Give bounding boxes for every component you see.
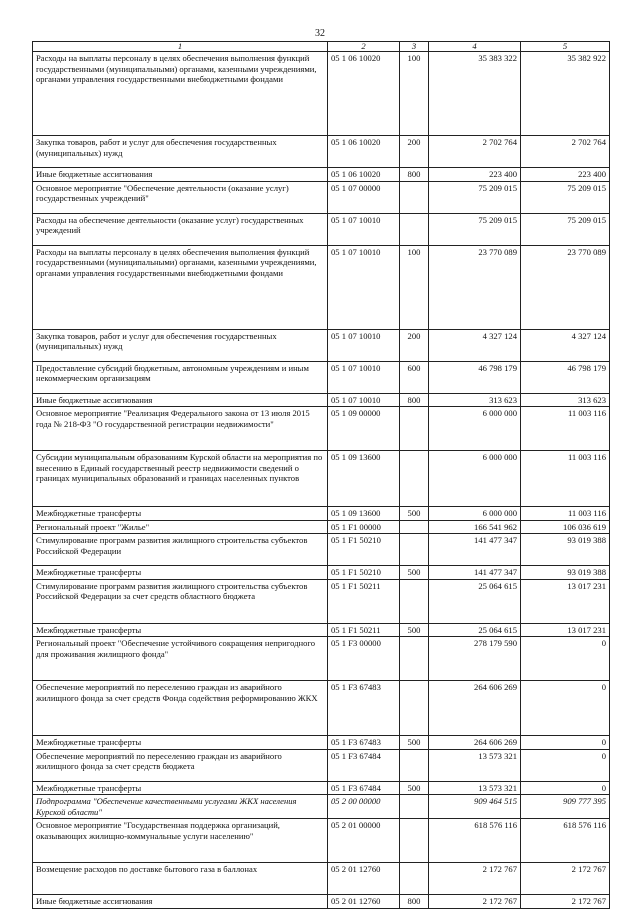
row-value-1: 313 623 [429, 393, 521, 407]
row-vr [400, 863, 429, 895]
row-value-1: 25 064 615 [429, 623, 521, 637]
row-vr: 200 [400, 329, 429, 361]
row-name: Основное мероприятие "Государственная поддержка организаций, оказывающих жилищно-коммунальные услуги населению" [33, 819, 328, 863]
row-value-2: 23 770 089 [521, 245, 610, 329]
row-vr: 500 [400, 781, 429, 795]
row-name: Иные бюджетные ассигнования [33, 393, 328, 407]
row-name: Расходы на обеспечение деятельности (оказание услуг) государственных учреждений [33, 213, 328, 245]
row-name: Региональный проект "Обеспечение устойчивого сокращения непригодного для проживания жилищного фонда" [33, 637, 328, 681]
row-code: 05 1 F3 67484 [328, 749, 400, 781]
row-value-2: 2 702 764 [521, 136, 610, 168]
row-name: Субсидии муниципальным образованиям Курской области на мероприятия по внесению в Единый государственный реестр недвижимости сведений о границах муниципальных образований и границах населенных пунктов [33, 451, 328, 507]
table-row [33, 52, 610, 136]
row-value-1: 2 172 767 [429, 863, 521, 895]
table-row [33, 795, 610, 819]
row-value-1: 6 000 000 [429, 507, 521, 521]
row-code: 05 1 F3 67483 [328, 681, 400, 736]
header-col-3: 3 [400, 42, 429, 52]
row-code: 05 1 06 10020 [328, 168, 400, 182]
table-row [33, 819, 610, 863]
row-vr [400, 681, 429, 736]
row-name: Закупка товаров, работ и услуг для обеспечения государственных (муниципальных) нужд [33, 329, 328, 361]
row-value-2: 11 003 116 [521, 507, 610, 521]
row-name: Подпрограмма "Обеспечение качественными услугами ЖКХ населения Курской области" [33, 795, 328, 819]
row-name: Межбюджетные трансферты [33, 623, 328, 637]
row-name: Стимулирование программ развития жилищного строительства субъектов Российской Федерации за счет средств областного бюджета [33, 579, 328, 623]
budget-table [32, 41, 610, 909]
row-value-1: 166 541 962 [429, 520, 521, 534]
row-value-2: 909 777 395 [521, 795, 610, 819]
table-row [33, 181, 610, 213]
header-col-2: 2 [328, 42, 400, 52]
row-vr [400, 407, 429, 451]
row-code: 05 1 07 00000 [328, 181, 400, 213]
table-row [33, 213, 610, 245]
table-row [33, 329, 610, 361]
row-value-2: 46 798 179 [521, 361, 610, 393]
row-name: Иные бюджетные ассигнования [33, 168, 328, 182]
row-value-1: 278 179 590 [429, 637, 521, 681]
row-value-2: 223 400 [521, 168, 610, 182]
row-value-2: 93 019 388 [521, 566, 610, 580]
row-value-2: 11 003 116 [521, 451, 610, 507]
row-value-2: 2 172 767 [521, 863, 610, 895]
row-code: 05 1 06 10020 [328, 52, 400, 136]
row-vr [400, 213, 429, 245]
table-row [33, 136, 610, 168]
row-value-2: 35 382 922 [521, 52, 610, 136]
row-value-2: 13 017 231 [521, 623, 610, 637]
row-value-2: 11 003 116 [521, 407, 610, 451]
table-row [33, 245, 610, 329]
row-code: 05 1 F1 50210 [328, 534, 400, 566]
row-value-2: 93 019 388 [521, 534, 610, 566]
row-code: 05 1 F1 50211 [328, 579, 400, 623]
row-name: Закупка товаров, работ и услуг для обеспечения государственных (муниципальных) нужд [33, 136, 328, 168]
row-name: Обеспечение мероприятий по переселению граждан из аварийного жилищного фонда за счет средств бюджета [33, 749, 328, 781]
table-row [33, 681, 610, 736]
row-value-1: 25 064 615 [429, 579, 521, 623]
row-value-1: 264 606 269 [429, 681, 521, 736]
row-code: 05 1 F1 50211 [328, 623, 400, 637]
row-value-2: 618 576 116 [521, 819, 610, 863]
row-code: 05 1 09 00000 [328, 407, 400, 451]
row-vr: 800 [400, 168, 429, 182]
row-value-1: 141 477 347 [429, 534, 521, 566]
row-code: 05 1 06 10020 [328, 136, 400, 168]
row-value-1: 223 400 [429, 168, 521, 182]
row-value-2: 0 [521, 736, 610, 750]
table-row [33, 393, 610, 407]
row-name: Стимулирование программ развития жилищного строительства субъектов Российской Федерации [33, 534, 328, 566]
row-vr [400, 534, 429, 566]
row-vr: 800 [400, 393, 429, 407]
row-value-1: 23 770 089 [429, 245, 521, 329]
row-vr: 100 [400, 52, 429, 136]
header-col-4: 4 [429, 42, 521, 52]
table-row [33, 623, 610, 637]
table-row [33, 579, 610, 623]
row-value-1: 264 606 269 [429, 736, 521, 750]
table-row [33, 520, 610, 534]
row-value-1: 2 172 767 [429, 895, 521, 909]
row-code: 05 2 00 00000 [328, 795, 400, 819]
row-value-2: 0 [521, 781, 610, 795]
row-value-1: 75 209 015 [429, 213, 521, 245]
row-value-2: 0 [521, 681, 610, 736]
row-value-1: 13 573 321 [429, 749, 521, 781]
table-row [33, 407, 610, 451]
row-vr: 500 [400, 566, 429, 580]
table-row [33, 863, 610, 895]
row-name: Региональный проект "Жилье" [33, 520, 328, 534]
row-vr [400, 520, 429, 534]
row-name: Иные бюджетные ассигнования [33, 895, 328, 909]
header-col-1: 1 [33, 42, 328, 52]
row-vr: 500 [400, 507, 429, 521]
row-value-1: 6 000 000 [429, 407, 521, 451]
row-value-1: 2 702 764 [429, 136, 521, 168]
header-col-5: 5 [521, 42, 610, 52]
row-value-2: 75 209 015 [521, 213, 610, 245]
row-value-1: 909 464 515 [429, 795, 521, 819]
row-code: 05 1 09 13600 [328, 451, 400, 507]
row-value-1: 618 576 116 [429, 819, 521, 863]
row-value-2: 75 209 015 [521, 181, 610, 213]
row-code: 05 1 F1 00000 [328, 520, 400, 534]
table-row [33, 168, 610, 182]
table-row [33, 507, 610, 521]
header-row [33, 42, 610, 52]
row-vr [400, 451, 429, 507]
row-code: 05 1 F3 67484 [328, 781, 400, 795]
row-value-1: 35 383 322 [429, 52, 521, 136]
row-vr [400, 795, 429, 819]
row-code: 05 1 07 10010 [328, 361, 400, 393]
row-name: Основное мероприятие "Реализация Федерального закона от 13 июля 2015 года № 218-ФЗ "О государственной регистрации недвижимости" [33, 407, 328, 451]
table-row [33, 895, 610, 909]
row-vr [400, 579, 429, 623]
row-name: Межбюджетные трансферты [33, 566, 328, 580]
row-code: 05 1 F3 67483 [328, 736, 400, 750]
row-code: 05 2 01 12760 [328, 863, 400, 895]
table-row [33, 749, 610, 781]
row-value-1: 4 327 124 [429, 329, 521, 361]
row-vr [400, 181, 429, 213]
row-code: 05 1 07 10010 [328, 329, 400, 361]
row-vr: 800 [400, 895, 429, 909]
row-code: 05 1 07 10010 [328, 393, 400, 407]
row-name: Предоставление субсидий бюджетным, автономным учреждениям и иным некоммерческим организациям [33, 361, 328, 393]
row-vr [400, 637, 429, 681]
page-number: 32 [315, 28, 325, 39]
row-value-2: 2 172 767 [521, 895, 610, 909]
row-value-2: 0 [521, 637, 610, 681]
row-code: 05 1 07 10010 [328, 213, 400, 245]
row-value-1: 13 573 321 [429, 781, 521, 795]
table-row [33, 781, 610, 795]
row-name: Возмещение расходов по доставке бытового газа в баллонах [33, 863, 328, 895]
row-vr: 600 [400, 361, 429, 393]
row-name: Обеспечение мероприятий по переселению граждан из аварийного жилищного фонда за счет средств Фонда содействия реформированию ЖКХ [33, 681, 328, 736]
row-value-1: 6 000 000 [429, 451, 521, 507]
row-value-2: 106 036 619 [521, 520, 610, 534]
row-name: Расходы на выплаты персоналу в целях обеспечения выполнения функций государственными (муниципальными) органами, казенными учреждениями, органами управления государственными внебюджетными фондами [33, 52, 328, 136]
row-value-2: 4 327 124 [521, 329, 610, 361]
row-name: Межбюджетные трансферты [33, 736, 328, 750]
row-value-2: 313 623 [521, 393, 610, 407]
row-vr: 500 [400, 736, 429, 750]
row-value-1: 46 798 179 [429, 361, 521, 393]
row-vr [400, 819, 429, 863]
table-row [33, 566, 610, 580]
row-vr: 100 [400, 245, 429, 329]
table-row [33, 361, 610, 393]
row-value-1: 141 477 347 [429, 566, 521, 580]
row-value-2: 0 [521, 749, 610, 781]
row-code: 05 1 07 10010 [328, 245, 400, 329]
row-code: 05 1 09 13600 [328, 507, 400, 521]
row-code: 05 1 F1 50210 [328, 566, 400, 580]
row-vr: 200 [400, 136, 429, 168]
row-vr [400, 749, 429, 781]
row-vr: 500 [400, 623, 429, 637]
row-name: Основное мероприятие "Обеспечение деятельности (оказание услуг) государственных учреждений" [33, 181, 328, 213]
table-row [33, 534, 610, 566]
row-code: 05 1 F3 00000 [328, 637, 400, 681]
row-value-1: 75 209 015 [429, 181, 521, 213]
row-name: Расходы на выплаты персоналу в целях обеспечения выполнения функций государственными (муниципальными) органами, казенными учреждениями, органами управления государственными внебюджетными фондами [33, 245, 328, 329]
table-row [33, 637, 610, 681]
row-name: Межбюджетные трансферты [33, 781, 328, 795]
row-name: Межбюджетные трансферты [33, 507, 328, 521]
row-code: 05 2 01 12760 [328, 895, 400, 909]
table-row [33, 736, 610, 750]
row-code: 05 2 01 00000 [328, 819, 400, 863]
table-row [33, 451, 610, 507]
row-value-2: 13 017 231 [521, 579, 610, 623]
